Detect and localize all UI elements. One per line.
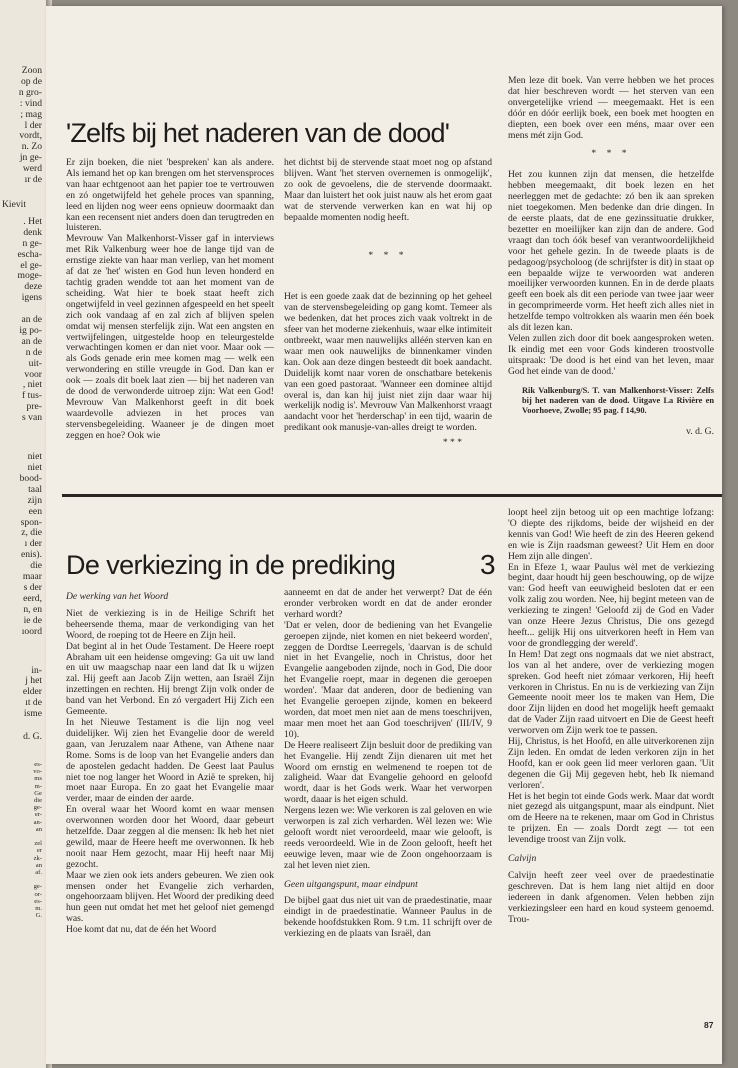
paragraph: In het Nieuwe Testament is die lijn nog veel duidelijker. Wij zien het Evangelie door de wereld gaan, van Jeruzalem naar Athene, van Athene naar Rome. Soms is de loop van het Evangelie anders dan de apostelen gedacht hadden. De Geest laat Paulus niet toe nog langer het Woord in Azië te spreken, hij moet naar Europa. En zo gaat het Evangelie maar verder, maar de einden der aarde. [66,716,274,805]
fragment-line: an [35,825,42,833]
fragment-line: m- [34,782,42,790]
fragment-line: een [28,505,42,517]
article2-part-number: 3 [480,549,496,580]
paragraph: Nergens lezen we: Wie verkoren is zal geloven en wie verworpen is zal zich verharden. Wèl lezen we: Wie gelooft wordt niet veroordeeld, maar wie gelooft, is reeds veroordeeld. Wie in de Zoon gelooft, heeft het eeuwige leven, maar wie de Zoon ongehoorzaam is zal het leven niet zien. [284,805,492,871]
paragraph: Calvijn heeft zeer veel over de praedestinatie geschreven. Dat is hem lang niet altijd en door iedereen in dank afgenomen. Velen hebben zijn verkiezingsleer een hard en koud systeem genoemd. Trou- [508,870,714,925]
article1-end-stars: * * * [442,437,462,449]
fragment-line: , niet [22,379,42,391]
fragment-line: vordt, [19,130,42,142]
fragment-line: ıt de [25,697,42,709]
fragment-line: ge- [33,804,42,812]
fragment-line: n ge- [22,237,42,249]
fragment-line: ms [34,775,42,783]
article2-col2b-body [284,896,492,940]
fragment-gap [2,186,42,200]
fragment-line: moge- [17,270,42,282]
article1-col1-body [66,158,274,442]
fragment-gap [2,743,42,761]
section-divider-rule [62,494,722,497]
article1-signature: v. d. G. [686,425,714,437]
book-credit: Rik Valkenburg/S. T. van Malkenhorst-Visser: Zelfs bij het naderen van de dood. Uitgave La Rivière en Voorhoeve, Zwolle; 95 pag. f 14,90. [522,385,714,416]
article2-column-2 [284,588,492,1018]
fragment-line: an [35,861,42,869]
fragment-line: jn ge- [19,152,42,164]
paragraph: Niet de verkiezing is in de Heilige Schrift het beheersende thema, maar de verkondiging van het Woord, de roeping tot de Heere en Zijn heil. [66,607,274,641]
fragment-line: or- [34,890,42,898]
previous-page-fragment [0,0,47,1068]
paragraph: Hoe komt dat nu, dat de één het Woord [66,924,217,936]
fragment-line: : vind [19,97,42,109]
fragment-line: in- [31,664,42,676]
fragment-line: zk- [33,854,42,862]
fragment-line: denk [23,226,42,238]
fragment-line: vo- [33,768,42,776]
fragment-gap [2,638,42,666]
page-number: 87 [704,1020,714,1030]
fragment-signature: d. G. [23,731,42,743]
fragment-line: an- [33,818,42,826]
article1-col3a-body [508,76,714,141]
fragment-line: ı der [24,538,42,550]
fragment-line: pre- [26,401,42,413]
fragment-line: isme [23,708,42,720]
fragment-line: zijn [27,494,42,506]
article1-column-3 [508,76,714,492]
fragment-line: n gro- [18,86,42,98]
fragment-line: n. Zo [21,141,42,153]
fragment-line: s van [22,412,42,424]
previous-page-text [2,66,42,919]
fragment-line: zel [34,840,42,848]
fragment-line: es- [34,760,42,768]
fragment-line: escha- [17,248,42,260]
fragment-line: m. [35,905,42,912]
fragment-line: uit- [28,357,42,369]
fragment-line: er [36,847,42,855]
paragraph: Hij, Christus, is het Hoofd, en alle uitverkorenen zijn Zijn leden. En omdat de leden verkoren zijn in het Hoofd, kan er ook geen lid meer verloren gaan. 'Uit degenen die Gij Mij gegeven hebt, heb Ik niemand verloren'. [508,736,714,791]
fragment-line: bood- [19,472,42,484]
article2-column-1 [66,588,274,1018]
fragment-line: igens [21,292,42,304]
paragraph: De bijbel gaat dus niet uit van de praedestinatie, maar eindigt in de praedestinatie. Wanneer Paulus in de bekende hoofdstukken Rom. 9 t.m. 11 schrijft over de verkiezing en de plaats van Israël, dan [284,895,492,940]
fragment-line: af. [35,868,42,876]
fragment-line: ; mag [20,108,42,120]
article1-separator-stars: * * * [368,250,408,262]
paragraph: loopt heel zijn betoog uit op een machtige lofzang: 'O diepte des rijkdoms, beide der wijsheid en der kennis van God! Wie heeft de zin des Heeren gekend en wie is Zijn raadsman geweest? Uit Hem en door Hem zijn alle dingen'. [508,508,714,562]
fragment-line: ır de [24,174,42,186]
paragraph: Velen zullen zich door dit boek aangesproken weten. Ik eindig met een voor Gods kinderen troostvolle uitspraak: 'De dood is het eind van het leven, maar God het einde van de dood.' [508,332,714,377]
fragment-line: ie de [23,614,42,626]
fragment-line [2,876,42,883]
paragraph: Maar we zien ook iets anders gebeuren. We zien ook mensen onder het Evangelie zich verharden, ongehoorzaam blijven. Het Woord der prediking deed hun geen nut omdat het met het geloof niet gemengd was. [66,869,274,925]
fragment-line: ge- [33,883,42,891]
fragment-line: . Het [23,215,42,227]
fragment-line: l der [24,119,42,131]
article1-col3b-body [508,170,714,377]
paragraph: Mevrouw Van Malkenhorst-Visser gaf in interviews met Rik Valkenburg weer hoe de lange tijd van de ernstige ziekte van haar man verliep, van het moment af dat ze 'het' wisten en God hun leven honderd en tachtig graden wendde tot aan het moment van de scheiding. Wat hier te boek staat heeft zich ongetwijfeld in veel gezinnen afgespeeld en het speelt zich ook vandaag af en zal zich af blijven spelen omdat wij mensen sterfelijk zijn. Wat een angsten en vertwijfelingen, uitgestelde hoop en teleurgestelde verwachtingen komen er dan niet voor. Maar ook — als Gods genade erin mee komen mag — welk een verwondering en stille vreugde in God. Dan kan er ook — zoals dit boek laat zien — bij het naderen van de dood de verwonderde uitroep zijn: Wat een God! Mevrouw Van Malkenhorst geeft in dit boek waardevolle adviezen in het proces van stervensbegeleiding. Waaneer je de dingen moet zeggen en hoe? Ook wie [66,233,274,441]
fragment-line: n de [25,346,42,358]
fragment-line: Ge [34,789,42,797]
fragment-line: er- [34,811,42,819]
article2-col3a-body [508,508,714,846]
paragraph: En overal waar het Woord komt en waar mensen overwonnen worden door het Woord, daar gebeurt hetzelfde. Daar zeggen al die mensen: Ik heb het niet gewild, maar de Heere heeft me overwonnen. Ik heb nooit naar Hem gezocht, maar Hij heeft naar Mij gezocht. [66,804,274,870]
fragment-line: es- [34,897,42,905]
paragraph: En in Efeze 1, waar Paulus wèl met de verkiezing begint, daar houdt hij geen beschouwing, op de wijze van: God heeft van eeuwigheid besloten dat er een volk zalig zou worden. Nee, hij begint meteen van de verkiezing te zingen! 'Geloofd zij de God en Vader van onze Heere Jezus Christus, Die ons gezegd heeft... gelijk Hij ons uitverkoren heeft in Hem van voor de grondlegging der wereld'. [508,561,714,649]
fragment-line: enis). [20,549,42,561]
fragment-line: el ge- [20,259,42,271]
fragment-line: ig po- [19,324,42,336]
fragment-line: niet [27,451,42,463]
article2-col1-body [66,609,274,936]
article1-title: 'Zelfs bij het naderen van de dood' [66,118,450,148]
paragraph: Er zijn boeken, die niet 'bespreken' kan als andere. Als iemand het op kan brengen om het stervensproces van haar echtgenoot aan het papier toe te vertrouwen en zó ongetwijfeld het gehele proces van spanning, leed en lijden nog weer eens opnieuw doormaakt dan kan een recensent niet anders doen dan terugtreden en luisteren. [66,158,274,234]
article1-separator-stars-2: * * * [591,148,631,160]
fragment-line: niet [27,462,42,473]
fragment-line: j het [25,675,42,687]
paragraph: aanneemt en dat de ander het verwerpt? Dat de één eronder verbroken wordt en dat de ander eronder verhard wordt? [284,588,492,620]
paragraph: het dichtst bij de stervende staat moet nog op afstand blijven. Want 'het sterven overnemen is onmogelijk', zo ook de gevoelens, die de stervende doormaakt. Maar dan luistert het ook juist nauw als het erom gaat wat de stervende verwerken kan en wat hij op bepaalde momenten nodig heeft. [284,158,492,223]
fragment-line: werd [22,163,42,175]
fragment-line: op de [20,75,42,87]
article1-column-2 [284,158,492,494]
paragraph: Het zou kunnen zijn dat mensen, die hetzelfde hebben meegemaakt, dit boek lezen en het neerleggen met de gedachte: zó ben ik aan spreken niet toegekomen. Men bedenke dan drie dingen. In de eerste plaats, dat de ene gezinssituatie drukker, bezetter en moeilijker kan zijn dan de andere. God vraagt dan toch óók besef van verantwoordelijkheid voor het gehele gezin. In de tweede plaats is de pedagoog/psycholoog (de schrijfster is dit) in staat op een bepaalde wijze te verwoorden wat anderen moeilijker verwoorden kunnen. En in de derde plaats geeft een boek als dit een periode van twee jaar weer in gecomprimeerde vorm. Het heeft zich alles niet in hetzelfde tempo voltrokken als waarin men één boek als dit lezen kan. [508,169,714,334]
fragment-line: voor [24,368,42,380]
fragment-line [2,833,42,840]
article2-col3b-body [508,871,714,926]
paragraph: Het is een goede zaak dat de bezinning op het geheel van de stervensbegeleiding op gang komt. Temeer als we bedenken, dat het proces zich vaak voltrekt in de sfeer van het moderne ziekenhuis, waar elke intimiteit ontbreekt, waar men nauwelijks alléén sterven kan en waar men ook nauwelijks de binnenkamer vinden kan. Ook aan deze dingen besteedt dit boek aandacht. Duidelijk komt naar voren de onschatbare betekenis van een goed pastoraat. 'Wanneer een dominee altijd overal is, dan kan hij juist niet zijn daar waar hij werkelijk nodig is'. Mevrouw Van Malkenhorst vraagt aandacht voor het 'herderschap' in een tijd, waarin de predikant ook manusje-van-alles dreigt te worden. [284,291,492,434]
fragment-line: G. [35,912,42,920]
fragment-line: taal [28,483,42,495]
fragment-line: f tus- [22,390,42,402]
article2-column-3 [508,508,714,1016]
article2-subheading-calvijn: Calvijn [508,853,537,865]
fragment-heading: Kievit [2,198,26,210]
fragment-line: an de [21,314,42,326]
fragment-line: maar [22,571,42,583]
fragment-line: spon- [20,516,42,528]
fragment-line: s der [23,581,42,593]
fragment-line: n, en [23,603,42,615]
fragment-line: z, die [21,527,42,539]
paragraph: Het is het begin tot einde Gods werk. Maar dat wordt niet gezegd als uitgangspunt, maar als eindpunt. Niet om de Heere na te rekenen, maar om God in Christus te prijzen. En — zoals Dordt zegt — tot een levendige troost van Zijn volk. [508,790,714,846]
paragraph: Dat begint al in het Oude Testament. De Heere roept Abraham uit een heidense omgeving: Ga uit uw land en uit uw maagschap naar een land dat Ik u wijzen zal. Hij geeft aan Jacob Zijn wetten, aan Israël Zijn inzettingen en rechten. Hij brengt Zijn volk onder de band van het Verbond. En zó vergadert Hij Zich een Gemeente. [66,640,274,718]
article2-title: De verkiezing in de prediking [66,550,396,580]
fragment-line: an de [21,335,42,347]
paragraph: In Hem! Dat zegt ons nogmaals dat we niet abstract, los van al het andere, over de verkiezing mogen spreken. God heeft niet zómaar verkoren, Hij heeft verkoren in Christus. En nu is de verkiezing van Zijn Gemeente nooit meer los te maken van Hem, Die door Zijn lijden en dood het mogelijk heeft gemaakt dat de Vader Zijn raad uitvoert en Die de Geest heeft verworven om Zijn werk toe te passen. [508,648,714,737]
fragment-line: die [30,560,42,572]
fragment-line: ıoord [21,625,42,637]
paragraph: 'Dat er velen, door de bediening van het Evangelie geroepen zijnde, niet komen en niet bekeerd worden', zeggen de Dordtse Leerregels, 'daarvan is de schuld niet in het Evangelie, noch in Christus, door het Evangelie aangeboden zijnde, noch in God, Die door het Evangelie roept, maar in degenen die geroepen worden'. 'Maar dat anderen, door de bediening van het Evangelie geroepen zijnde, komen en bekeerd worden, dat moet men niet aan de mens toeschrijven, maar men moet het aan God toeschrijven' (III/IV, 9 10). [284,619,492,740]
article2-subtitle: De werking van het Woord [66,591,169,602]
fragment-line: deze [24,281,42,293]
fragment-line: Zoon [21,65,42,76]
paragraph: Men leze dit boek. Van verre hebben we het proces dat hier beschreven wordt — het sterven van een onvergetelijke vriend — meegemaakt. Het is een dóór en dóór eerlijk boek, een boek met hoogten en diepten, een boek over een méns, maar over een mens mét zijn God. [508,76,714,141]
fragment-gap [2,424,42,452]
fragment-line: elder [22,686,42,698]
article1-column-1 [66,158,274,488]
fragment-line: die [33,796,42,804]
fragment-line: eerd, [23,592,42,604]
article2-subheading-eindpunt: Geen uitgangspunt, maar eindpunt [284,878,418,890]
article1-col2b-body [284,292,492,434]
paragraph: De Heere realiseert Zijn besluit door de prediking van het Evangelie. Hij zendt Zijn dienaren uit met het Woord om ernstig en welmenend te roepen tot de zaligheid. Waar dat Evangelie gehoord en geloofd wordt, daar is het Gods werk. Waar het verworpen wordt, daaar is het eigen schuld. [284,739,492,806]
article2-col2a-body [284,588,492,872]
article1-col2a-body [284,158,492,223]
